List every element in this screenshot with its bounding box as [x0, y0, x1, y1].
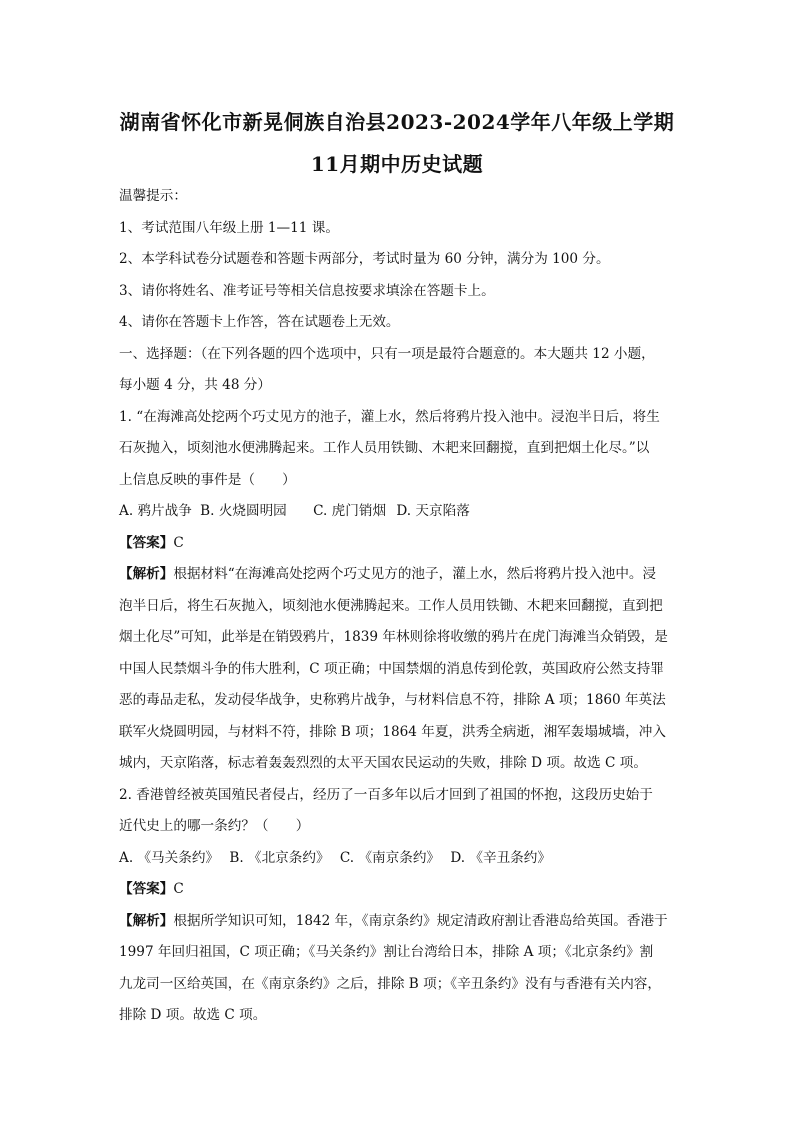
question-1-analysis-line-7: 城内，天京陷落，标志着轰轰烈烈的太平天国农民运动的失败，排除 D 项。故选 C 项。 — [119, 755, 647, 771]
answer-value: C — [173, 881, 184, 897]
analysis-label: 【解析】 — [119, 913, 174, 929]
section-heading-line-2: 每小题 4 分，共 48 分） — [119, 377, 271, 393]
question-1-analysis-line-6: 联军火烧圆明园，与材料不符，排除 B 项；1864 年夏，洪秀全病逝，湘军轰塌城墙，冲入 — [119, 724, 666, 740]
question-2-analysis-line-1 — [119, 912, 668, 930]
document-title-line-2: 11月期中历史试题 — [310, 152, 484, 176]
question-2-option-d: D. 《辛丑条约》 — [450, 850, 551, 866]
question-2-stem-line-2: 近代史上的哪一条约？（ ） — [119, 818, 310, 834]
question-1-stem-line-3: 上信息反映的事件是（ ） — [119, 472, 296, 488]
notice-item-1: 1、考试范围八年级上册 1—11 课。 — [119, 220, 339, 236]
question-2-options — [119, 849, 551, 867]
question-1-option-b: B. 火烧圆明园 — [200, 503, 287, 519]
answer-label: 【答案】 — [119, 881, 174, 897]
notice-item-2: 2、本学科试卷分试题卷和答题卡两部分，考试时量为 60 分钟，满分为 100 分。 — [119, 251, 610, 267]
question-1-option-d: D. 天京陷落 — [396, 503, 470, 519]
analysis-text: 根据材料“在海滩高处挖两个巧丈见方的池子，灌上水，然后将鸦片投入池中。浸 — [173, 566, 657, 582]
document-title-line-1: 湖南省怀化市新晃侗族自治县2023-2024学年八年级上学期 — [119, 110, 675, 134]
answer-value: C — [173, 535, 184, 551]
notice-heading: 温馨提示： — [119, 188, 187, 204]
question-1-analysis-line-3: 烟土化尽”可知，此举是在销毁鸦片，1839 年林则徐将收缴的鸦片在虎门海滩当众销毁，是 — [119, 629, 668, 645]
question-1-analysis-line-1 — [119, 565, 656, 583]
notice-item-4: 4、请你在答题卡上作答，答在试题卷上无效。 — [119, 314, 400, 330]
question-2-option-b: B. 《北京条约》 — [229, 850, 330, 866]
analysis-label: 【解析】 — [119, 566, 174, 582]
question-2-analysis-line-3: 九龙司一区给英国，在《南京条约》之后，排除 B 项；《辛丑条约》没有与香港有关内容， — [119, 976, 661, 992]
question-2-analysis-line-4: 排除 D 项。故选 C 项。 — [119, 1007, 267, 1023]
question-2-stem-line-1: 2. 香港曾经被英国殖民者侵占，经历了一百多年以后才回到了祖国的怀抱，这段历史始于 — [119, 787, 653, 803]
question-1-option-c: C. 虎门销烟 — [313, 503, 387, 519]
question-1-options — [119, 502, 470, 520]
question-1-analysis-line-4: 中国人民禁烟斗争的伟大胜利，C 项正确；中国禁烟的消息传到伦敦，英国政府公然支持罪 — [119, 661, 664, 677]
question-1-option-a: A. 鸦片战争 — [119, 503, 192, 519]
question-2-option-a: A. 《马关条约》 — [119, 850, 220, 866]
question-2-analysis-line-2: 1997 年回归祖国，C 项正确；《马关条约》割让台湾给日本，排除 A 项；《北京条约》割 — [119, 944, 654, 960]
question-1-stem-line-2: 石灰抛入，顷刻池水便沸腾起来。工作人员用铁锄、木耙来回翻搅，直到把烟土化尽。”以 — [119, 440, 650, 456]
notice-item-3: 3、请你将姓名、准考证号等相关信息按要求填涂在答题卡上。 — [119, 283, 495, 299]
question-1-stem-line-1: 1. “在海滩高处挖两个巧丈见方的池子，灌上水，然后将鸦片投入池中。浸泡半日后，将生 — [119, 409, 660, 425]
question-2-option-c: C. 《南京条约》 — [339, 850, 441, 866]
section-heading-line-1: 一、选择题：（在下列各题的四个选项中，只有一项是最符合题意的。本大题共 12 小题， — [119, 346, 655, 362]
question-1-analysis-line-2: 泡半日后，将生石灰抛入，顷刻池水便沸腾起来。工作人员用铁锄、木耙来回翻搅，直到把 — [119, 598, 663, 614]
answer-label: 【答案】 — [119, 535, 174, 551]
question-1-analysis-line-5: 恶的毒品走私，发动侵华战争，史称鸦片战争，与材料信息不符，排除 A 项；1860 年英法 — [119, 692, 666, 708]
question-1-answer — [119, 534, 184, 552]
analysis-text: 根据所学知识可知，1842 年，《南京条约》规定清政府割让香港岛给英国。香港于 — [173, 913, 668, 929]
question-2-answer — [119, 880, 184, 898]
